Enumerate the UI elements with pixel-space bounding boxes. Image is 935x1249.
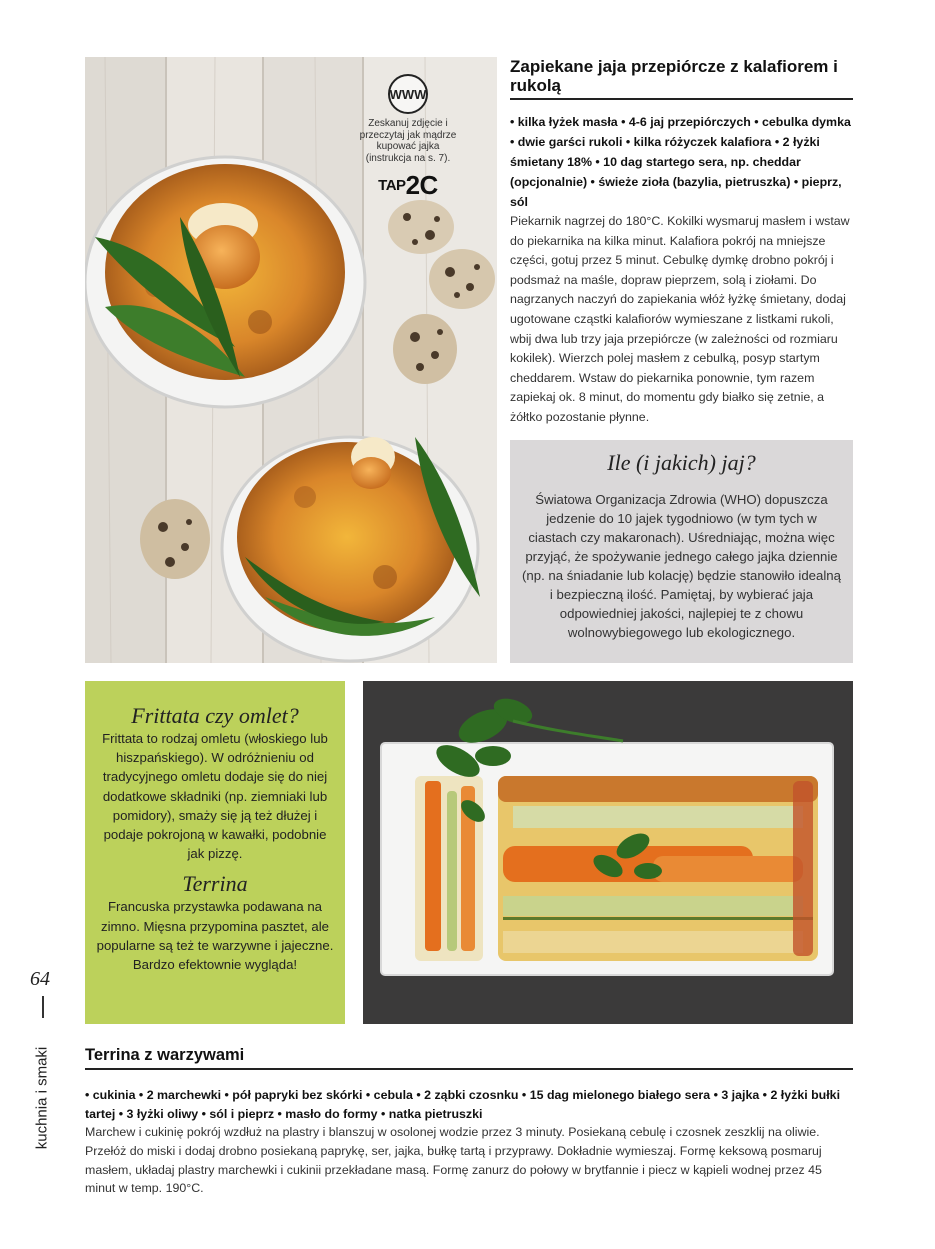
recipe-title: Zapiekane jaja przepiórcze z kalafiorem i rukolą [510,57,853,100]
page-number: 64 [30,968,50,990]
recipe-ingredients: • kilka łyżek masła • 4-6 jaj przepiórczych • cebulka dymka • dwie garści rukoli • kilka różyczek kalafiora • 2 łyżki śmietany 18% • 10 dag startego sera, np. cheddar (opcjonalnie) • świeże zioła (bazylia, pietruszka) • pieprz, sól [510,115,851,209]
recipe-instructions: Piekarnik nagrzej do 180°C. Kokilki wysmaruj masłem i wstaw do piekarnika na kilka minut. Kalafiora pokrój na mniejsze części, gotuj przez 5 minut. Cebulkę dymkę drobno pokrój i podsmaż na maśle, dopraw pieprzem, solą i ziołami. Do nagrzanych naczyń do zapiekania włóż łyżkę śmietany, dodaj ugotowane cząstki kalafiorów wymieszane z listkami rukoli, wbij dwa lub trzy jaja przepiórcze (w zależności od rozmiaru kokilek). Wierzch polej masłem z cebulką, posyp startym cheddarem. Wstaw do piekarnika ponownie, tym razem zapiekaj ok. 8 minut, do momentu gdy białko się zetnie, a żółtko pozostanie płynne. [510,214,850,424]
frittata-text: Frittata to rodzaj omletu (włoskiego lub hiszpańskiego). W odróżnieniu od tradycyjnego omletu dodaje się do niej dodatkowe składniki (np. ziemniaki lub pomidory), smaży się ją też dłużej i podaje pokrojoną w kawałki, podobnie jak pizzę. [102,731,328,862]
recipe-instructions: Marchew i cukinię pokrój wzdłuż na plastry i blanszuj w osolonej wodzie przez 3 minuty. Posiekaną cebulę i czosnek zeszklij na oliwie. Przełóż do miski i dodaj drobno posiekaną paprykę, ser, jajka, bułkę tartą i przyprawy. Dokładnie wymieszaj. Formę keksową posmaruj masłem, układaj plastry marchewki i cukinii przekładane masą. Formę zanurz do połowy w brytfannie i piecz w kąpieli wodnej przez 45 minut w temp. 190°C. [85,1125,822,1196]
terrina-heading: Terrina [182,871,248,897]
frittata-terrina-box [85,681,345,1024]
recipe-ingredients: • cukinia • 2 marchewki • pół papryki bez skórki • cebula • 2 ząbki czosnku • 15 dag mielonego białego sera • 3 jajka • 2 łyżki bułki tartej • 3 łyżki oliwy • sól i pieprz • masło do formy • natka pietruszki [85,1088,841,1121]
scan-note-text: Zeskanuj zdjęcie i przeczytaj jak mądrze kupować jajka (instrukcja na s. 7). [359,118,457,164]
info-box-body: Światowa Organizacja Zdrowia (WHO) dopuszcza jedzenie do 10 jajek tygodniowo (w tym tych w ciastach czy makaronach). Uśredniając, można więc przyjąć, że spożywanie jednego całego jajka dziennie (np. na śniadanie lub kolację) będzie stanowiło idealną i bezpieczną ilość. Pamiętaj, by wybierać jaja odpowiedniej jakości, najlepiej te z chowu wolnowybiegowego lub ekologicznego. [522,492,841,640]
eggs-info-box [510,440,853,663]
scan-note [358,74,458,201]
info-box-title: Ile (i jakich) jaj? [607,450,756,475]
recipe-quail-eggs [510,57,853,428]
tap2c-logo: TAP2C [378,170,438,200]
frittata-heading: Frittata czy omlet? [131,703,299,728]
section-label: kuchnia i smaki [33,1046,51,1150]
recipe-vegetable-terrine [85,1045,853,1198]
terrina-text: Francuska przystawka podawana na zimno. Mięsna przypomina pasztet, ale popularne są też te warzywne i jajeczne. Bardzo efektownie wygląda! [96,899,334,973]
www-icon: WWW [388,74,428,114]
page-number-divider [42,996,44,1018]
recipe-title: Terrina z warzywami [85,1045,853,1070]
vegetable-terrine-photo [363,681,853,1024]
